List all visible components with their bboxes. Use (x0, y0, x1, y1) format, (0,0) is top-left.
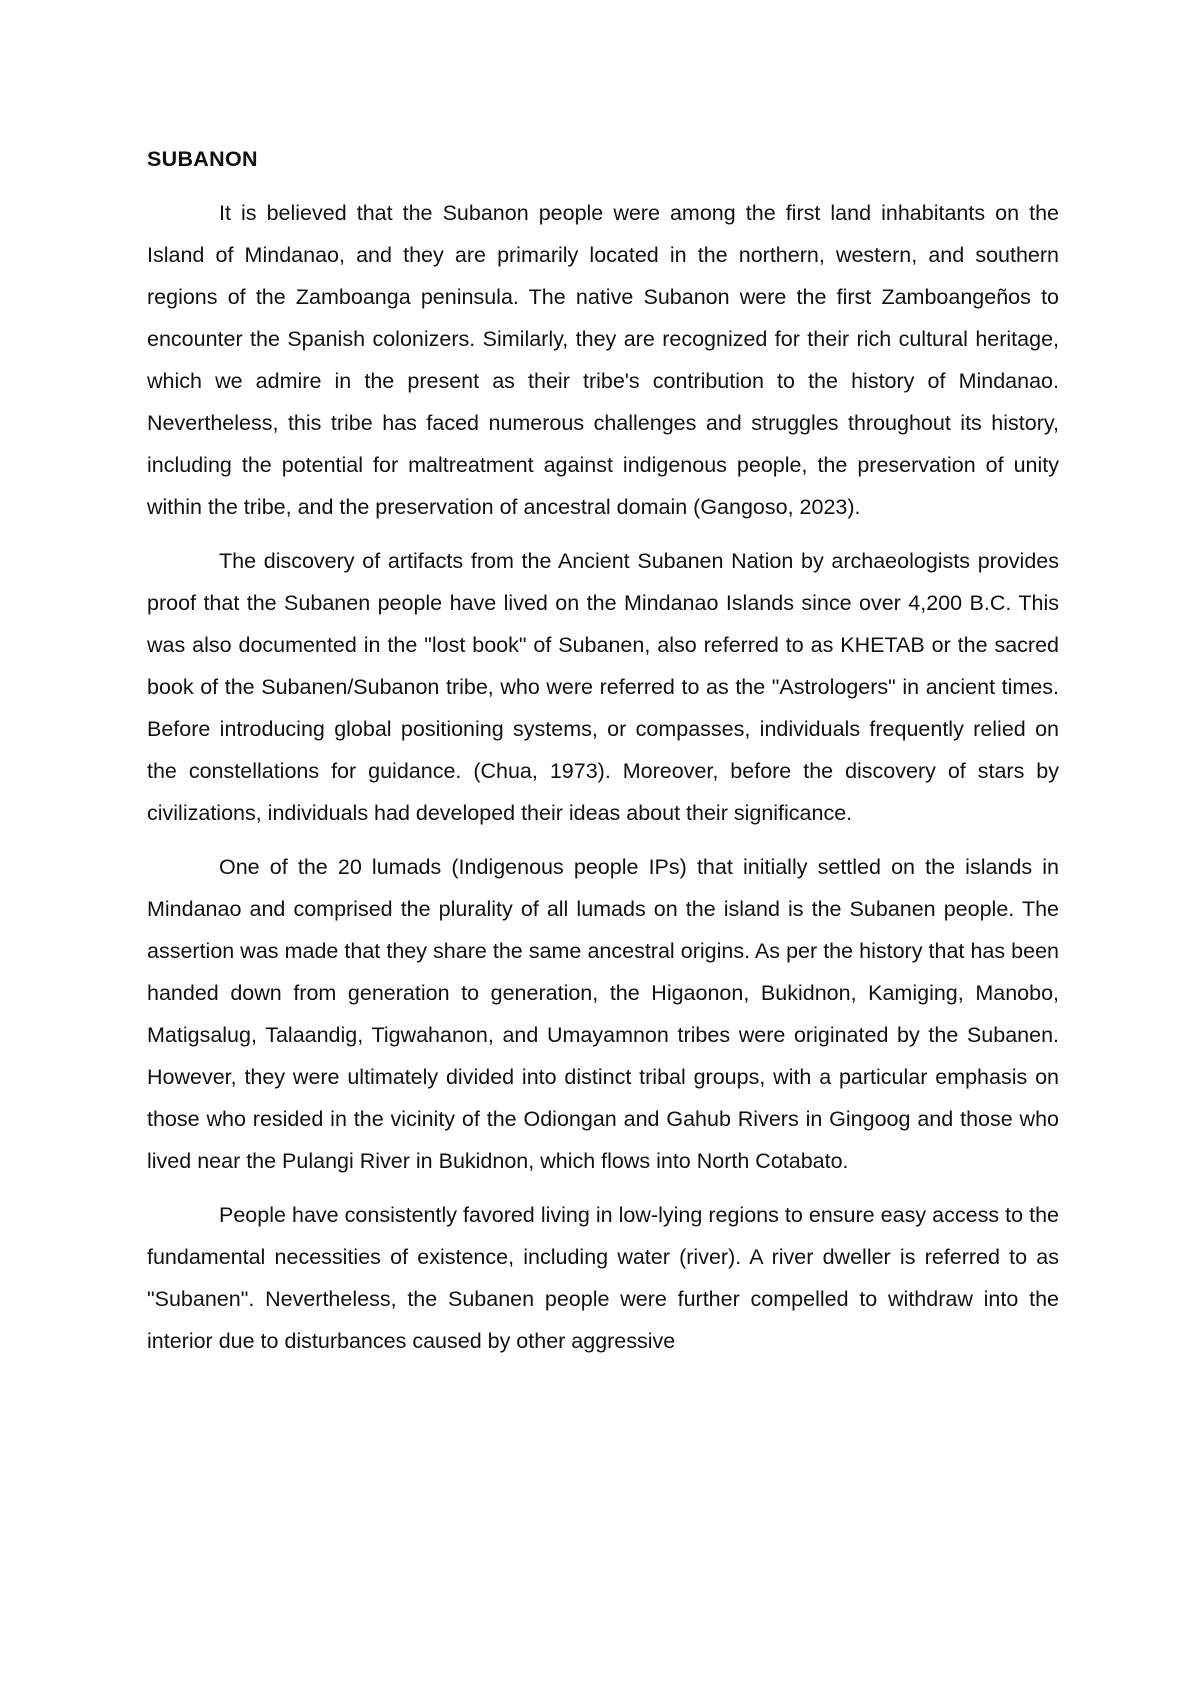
paragraph-4: People have consistently favored living in low-lying regions to ensure easy access to the fundamental necessities of existence, including water (river). A river dweller is referred to as "Subanen". Nevertheless, the Subanen people were further compelled to withdraw into the interior due to disturbances caused by other aggressive (147, 1203, 1059, 1353)
paragraph-1: It is believed that the Subanon people were among the first land inhabitants on the Island of Mindanao, and they are primarily located in the northern, western, and southern regions of the Zamboanga peninsula. The native Subanon were the first Zamboangeños to encounter the Spanish colonizers. Similarly, they are recognized for their rich cultural heritage, which we admire in the present as their tribe's contribution to the history of Mindanao. Nevertheless, this tribe has faced numerous challenges and struggles throughout its history, including the potential for maltreatment against indigenous people, the preservation of unity within the tribe, and the preservation of ancestral domain (Gangoso, 2023). (147, 201, 1059, 519)
document-body (147, 138, 1059, 1374)
document-heading: SUBANON (147, 147, 258, 171)
paragraph-2: The discovery of artifacts from the Ancient Subanen Nation by archaeologists provides proof that the Subanen people have lived on the Mindanao Islands since over 4,200 B.C. This was also documented in the "lost book" of Subanen, also referred to as KHETAB or the sacred book of the Subanen/Subanon tribe, who were referred to as the "Astrologers" in ancient times. Before introducing global positioning systems, or compasses, individuals frequently relied on the constellations for guidance. (Chua, 1973). Moreover, before the discovery of stars by civilizations, individuals had developed their ideas about their significance. (147, 549, 1059, 825)
paragraph-3: One of the 20 lumads (Indigenous people IPs) that initially settled on the islands in Mindanao and comprised the plurality of all lumads on the island is the Subanen people. The assertion was made that they share the same ancestral origins. As per the history that has been handed down from generation to generation, the Higaonon, Bukidnon, Kamiging, Manobo, Matigsalug, Talaandig, Tigwahanon, and Umayamnon tribes were originated by the Subanen. However, they were ultimately divided into distinct tribal groups, with a particular emphasis on those who resided in the vicinity of the Odiongan and Gahub Rivers in Gingoog and those who lived near the Pulangi River in Bukidnon, which flows into North Cotabato. (147, 855, 1059, 1173)
